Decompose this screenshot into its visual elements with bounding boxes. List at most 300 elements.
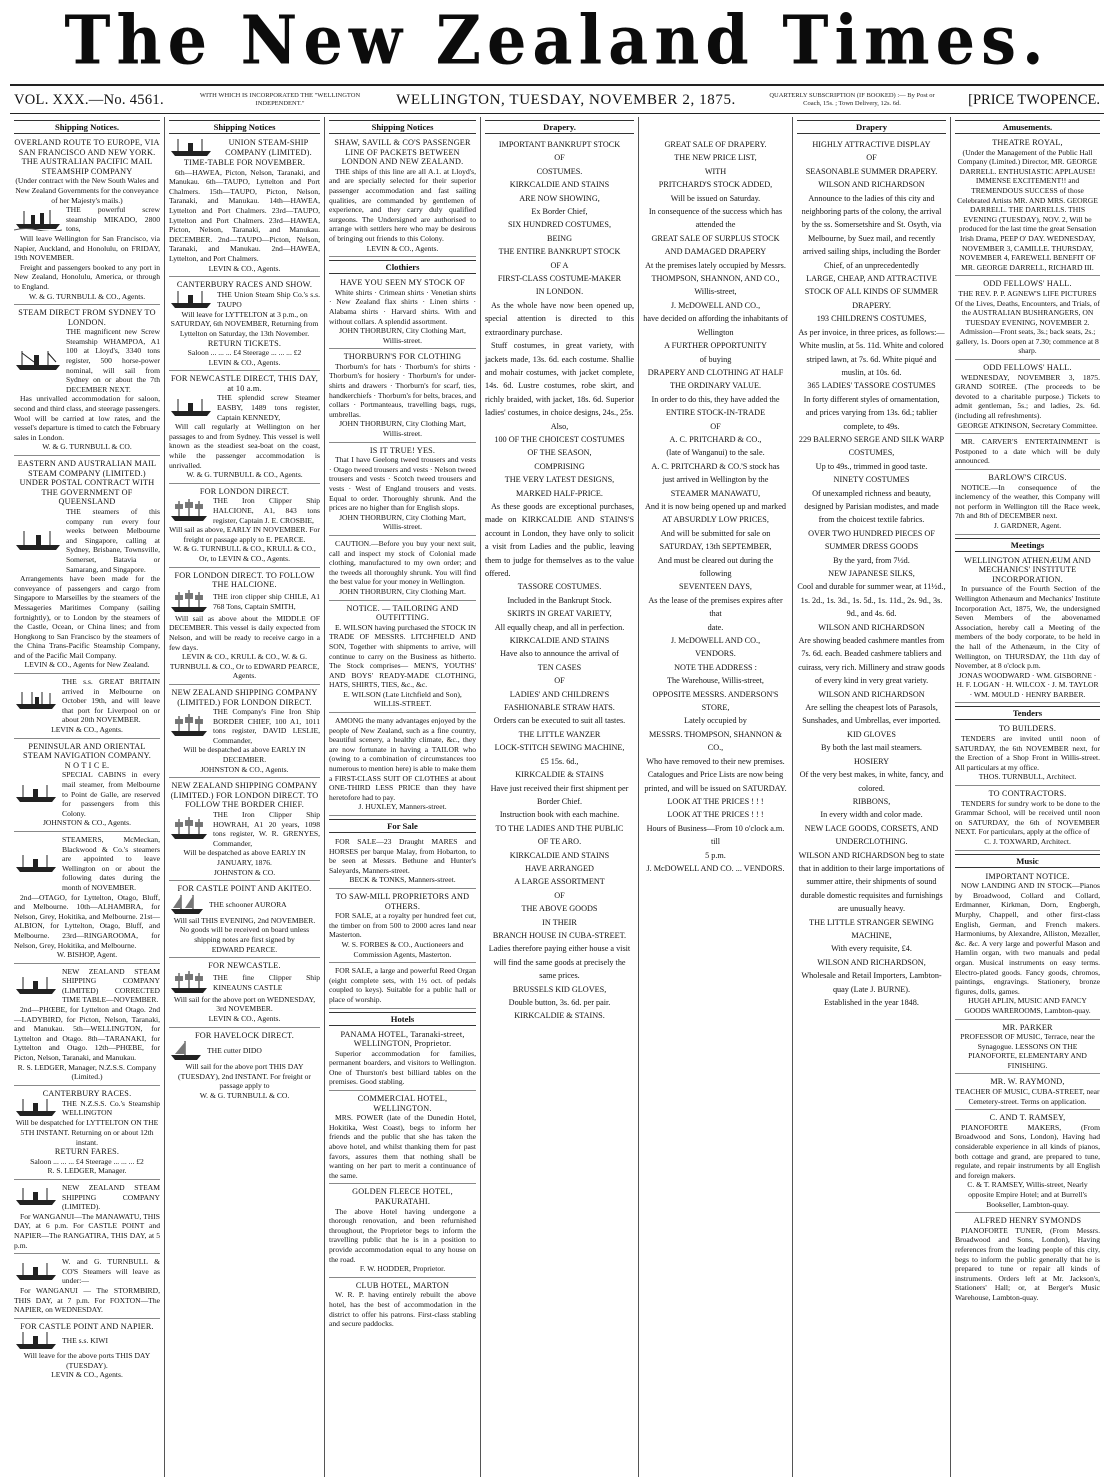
display-line: Orders can be executed to suit all tastes. (493, 716, 626, 726)
display-line: And it is now being opened up and marked (645, 501, 786, 511)
dateline-rule (10, 113, 1104, 114)
advert-body: CAUTION.—Before you buy your next suit, call and inspect my stock of Colonial made clothing, manufactured to my own order; and the tweeds all thoroughly shrunk. You will find the best value for your money in Wellington. (329, 538, 476, 587)
advert-signature: W. & G. TURNBULL & CO., KRULL & CO., Or, to LEVIN & CO., Agents. (173, 544, 316, 563)
display-line: have decided on affording the inhabitants of (643, 314, 788, 324)
advert-signature: W. S. FORBES & CO., Auctioneers and Commission Agents, Masterton. (341, 939, 464, 959)
advert-body: (Under the Management of the Public Hall Company (Limited.) Director, MR. GEORGE DARRELL. ENTHUSIASTIC APPLAUSE! IMMENSE EXCITEMENT!! and TREMENDOUS SUCCESS of those Celebrated Artists MR. AND MRS. GEORGE DARRELL. THE DARRELLS. THIS EVENING (TUESDAY), NOV. 2, Will be produced for the last time the great Sensation Irish Drama, PEEP O' DAY. WEDNESDAY, NOVEMBER 3, CAMILLE. THURSDAY, NOVEMBER 4, FAREWELL BENEFIT OF MR. GEORGE DARRELL, RICHARD III. (957, 147, 1098, 272)
display-line: FASHIONABLE STRAW HATS. (504, 703, 615, 713)
advert-body: Will sail as above about the MIDDLE OF DECEMBER. This vessel is daily expected from Nelson, and will be ready to receive cargo in a few days. (169, 613, 320, 652)
advert-body: For WANGANUI — The STORMBIRD, THIS DAY, at 7 p.m. For FOXTON—The NAPIER, on WEDNESDAY. (14, 1285, 160, 1315)
display-line: A LARGE ASSORTMENT (514, 877, 605, 887)
fares-heading: RETURN TICKETS. (207, 338, 282, 348)
place-date: WELLINGTON, TUESDAY, NOVEMBER 2, 1875. (396, 91, 736, 108)
advert-parker (955, 1023, 1100, 1075)
advert-golden-fleece (329, 1187, 476, 1277)
display-line: Are showing beaded cashmere mantles from 7s. 6d. each. Beaded cashmere tabliers and cuirass, very rich. Millinery and straw goods of every kind in very great variety. (798, 636, 945, 686)
advert-ship: NEW ZEALAND STEAM SHIPPING COMPANY (LIMITED) CORRECTED TIME TABLE—NOVEMBER. (62, 966, 160, 1005)
advert-wilson-richardson (797, 138, 946, 1012)
advert-heading: FOR CASTLE POINT AND NAPIER. (20, 1321, 154, 1331)
display-line: J. McDOWELL AND CO. ... VENDORS. (646, 863, 785, 873)
section-heading: Hotels (329, 1012, 476, 1026)
advert-signature: J. GARDNER, Agent. (993, 520, 1062, 530)
advert-body: 2nd—OTAGO, for Lyttelton, Otago, Bluff, and Melbourne. 10th—ALHAMBRA, for Nelson, Grey, Hokitika, and Melbourne. 21st—ALBION, for Lyttelton, Otago, Bluff, and Melbourne. 23rd—RINGAROOMA, for Nelson, Grey, Hokitika, and Melbourne. (14, 892, 160, 950)
advert-heading: WELLINGTON ATHENÆUM AND MECHANICS' INSTITUTE INCORPORATION. (964, 555, 1091, 584)
advert-body: Stuff costumes, in great variety, with jackets made, 13s. 6d. each costume. Shallie and mohair costumes, with jacket complete, 14s. 6d. Lustre costumes, robe skirt, and richly braided, with jacket, 18s. 6d. Superior ladies' costumes, in choice designs, 24s., 25s. (485, 341, 634, 418)
schooner-icon (169, 894, 205, 916)
display-line: SIX HUNDRED COSTUMES, (507, 220, 612, 230)
display-line: OF THE SEASON, (527, 448, 592, 458)
display-line: printed, and will be issued on SATURDAY. (644, 783, 787, 793)
advert-body: AMONG the many advantages enjoyed by the people of New Zealand, such as a fine country, beautiful scenery, a healthy climate, &c., they are now fortunate in having a TAILOR who (owing to a combination of circumstances too numerous to mention here) is able to make them a FIRST-CLASS SUIT OF CLOTHES at about ONE-THIRD LESS PRICE than they have heretofore had to pay. (329, 716, 476, 802)
display-line: Announce to the ladies of this city and neighboring parts of the colony, the arrival by the ss. Somersetshire and St. Osyth, via Melbourne, by Suez mail, and recently arrived sailing ships, including the Border Chief, of an unprecedentedly (801, 193, 942, 270)
steamship-icon (169, 398, 213, 418)
advert-ship: THE Iron Clipper Ship HOWRAH, A1 20 years, 1098 tons register, W. R. GRENYES, Commander, (213, 810, 320, 848)
display-line: In every width and color made. (820, 810, 923, 820)
advert-signature: E. WILSON (Late Litchfield and Son), WILLIS-STREET. (343, 689, 462, 709)
advert-signature: EDWARD PEARCE. (211, 944, 278, 954)
advert-heading: IS IT TRUE! YES. (369, 445, 436, 455)
display-line: OF TE ARO. (537, 837, 582, 847)
advert-huxley (329, 716, 476, 816)
advert-organ (329, 966, 476, 1008)
display-line: J. McDOWELL AND CO., (670, 636, 761, 646)
advert-body: FOR SALE—23 Draught MARES and HORSES per barque Malay, from Hobarton, to be seen at Messrs. Bethune and Hunter's Saleyards, Manners-street. (329, 837, 476, 875)
advert-signature: LEVIN & CO., Agents. (51, 725, 123, 735)
advert-signature: LEVIN & CO., Agents. (366, 243, 439, 253)
advert-body: PIANOFORTE MAKERS, (From Broadwood and Sons, London), Having had considerable experience in all kinds of pianos, both cottage and grand, are prepared to tune, regulate, and repair instruments by all English and foreign makers. (955, 1122, 1100, 1180)
display-line: THE LITTLE STRANGER SEWING MACHINE, (809, 917, 934, 940)
advert-signature: JOHNSTON & CO., Agents. (42, 818, 132, 828)
advert-heading: GOLDEN FLEECE HOTEL, PAKURATAHI. (352, 1187, 453, 1206)
steamship-icon (14, 784, 58, 804)
steamship-icon (14, 691, 58, 711)
advert-saw-mill (329, 892, 476, 963)
advert-body: Arrangements have been made for the conveyance of passengers and cargo from Singapore to Marseilles by the steamers of the Messageries Maritimes Company (sailing fortnightly), or to London by the steamers of the Castle, Ocean, or China lines; and from Hongkong to San Francisco by the steamers of the China Trans-Pacific Steamship Company, and of the Pacific Mail Company. (14, 574, 160, 660)
advert-signature: W. BISHOP, Agent. (56, 950, 118, 960)
advert-body: As these goods are exceptional purchases, made on KIRKCALDIE AND STAINS'S account in London, they have only to solicit a visit from Ladies and the public, leaving them to judge for themselves as to the value offered. (485, 501, 634, 578)
advert-body: FOR SALE, at a royalty per hundred feet cut, the timber on from 500 to 2000 acres land near Masterton. (329, 911, 476, 940)
advert-body: THE ships of this line are all A.1. at Lloyd's, and are specially selected for their superior passenger accommodation and fast sailing qualities, are commanded by gentlemen of experience, and they carry duly qualified surgeons. The Undersigned are authorised to arrange with settlers here who may be desirous of bringing out friends to this Colony. (329, 166, 476, 243)
display-line: Established in the year 1848. (824, 998, 919, 1007)
section-heading: For Sale (329, 819, 476, 833)
advert-body: NOW LANDING AND IN STOCK—Pianos by Broadwood, Collard and Collard, Erdmanner, Kirkman, Dorn, Engbergh, Murphy, Chappell, and other first-class English, German, and French makers. Harmoniums, by Alexandre, Alliston, Mezaller, &c. &c. A very large and powerful Mason and Hamlin organ, with two manuals and pedal organ. Musical instruments on easy terms. Electro-plated goods. Fancy goods, chromos, paintings, engravings. Stationery, bronze figures, dolls, games. (955, 881, 1100, 996)
display-line: J. McDOWELL AND CO., (670, 300, 761, 310)
advert-to-builders (955, 724, 1100, 786)
advert-kineauns-castle (169, 961, 320, 1027)
display-line: SEVENTEEN DAYS, (679, 582, 752, 592)
advert-body: Will leave for LYTTELTON at 3 p.m., on SATURDAY, 6th NOVEMBER, Returning from Lyttelton on Saturday, the 13th November. (170, 309, 319, 338)
display-line: By both the last mail steamers. (821, 743, 922, 753)
display-line: With every requisite, £4. (831, 944, 912, 954)
steamship-icon (14, 976, 58, 996)
display-line: KID GLOVES (847, 729, 896, 739)
advert-body: Will be despatched as above EARLY IN DECEMBER. (183, 745, 306, 765)
advert-club-hotel (329, 1281, 476, 1332)
display-line: The Warehouse, Willis-street, (667, 676, 764, 686)
advert-ship: THE N.Z.S.S. Co.'s Steamship WELLINGTON (62, 1098, 160, 1118)
section-heading: Amusements. (955, 120, 1100, 134)
display-line: WILSON AND RICHARDSON (818, 180, 925, 190)
display-line: Of the very best makes, in white, fancy, and colored. (799, 770, 944, 793)
advert-body: TENDERS for sundry work to be done to the Grammar School, will be received until noon on SATURDAY, the 6th of NOVEMBER NEXT. For particulars, apply at the office of (955, 798, 1100, 837)
section-heading: Shipping Notices (329, 120, 476, 134)
advert-signature: W. & G. TURNBULL & CO., Agents. (186, 470, 303, 480)
advert-signature: LEVIN & CO., Agents. (51, 1370, 123, 1380)
advert-ship: THE fine Clipper Ship KINEAUNS CASTLE (213, 973, 320, 992)
cutter-icon (169, 1040, 203, 1062)
display-line: LADIES' AND CHILDREN'S (509, 689, 610, 699)
steamship-icon (14, 1187, 58, 1207)
display-line: GREAT SALE OF SURPLUS STOCK (651, 233, 780, 243)
advert-aplin (955, 872, 1100, 1020)
advert-heading: MR. PARKER (1002, 1022, 1053, 1032)
advert-body: Freight and passengers booked to any port in New Zealand, Honolulu, America, or through to England. (14, 262, 160, 291)
display-line: WITH (704, 166, 727, 176)
display-line: OF A (550, 260, 569, 270)
display-line: 193 CHILDREN'S COSTUMES, (816, 314, 927, 324)
display-line: 365 LADIES' TASSORE COSTUMES (807, 381, 936, 391)
advert-chile (169, 571, 320, 685)
advert-ship: THE Union Steam Ship Co.'s s.s. TAUPO (217, 290, 320, 309)
advert-heading: FOR CASTLE POINT AND AKITEO. (177, 884, 312, 894)
advert-signature: GEORGE ATKINSON, Secretary Committee. (957, 420, 1098, 430)
display-line: 229 BALERNO SERGE AND SILK WARP COSTUMES, (798, 434, 945, 458)
advert-body: TEACHER OF MUSIC, CUBA-STREET, near Cemetery-street. Terms on application. (955, 1087, 1100, 1106)
advert-signature: J. HUXLEY, Manners-street. (358, 802, 447, 812)
display-line: HIGHLY ATTRACTIVE DISPLAY (812, 140, 931, 149)
advert-heading: STEAM DIRECT FROM SYDNEY TO LONDON. (18, 308, 156, 327)
advert-ship: THE cutter DIDO (207, 1046, 262, 1056)
advert-heading: CANTERBURY RACES. (42, 1088, 132, 1098)
advert-heading: C. AND T. RAMSEY, (989, 1113, 1066, 1123)
advert-body: 2nd—PHŒBE, for Lyttelton and Otago. 2nd—LADYBIRD, for Picton, Nelson, Taranaki, and Manukau. 5th—WELLINGTON, for Lyttelton and Otago. 8th—TARANAKI, for Lyttelton and Otago. 12th—PHŒBE, for Picton, Nelson, Taranaki, and Manukau. (14, 1005, 160, 1063)
advert-to-contractors (955, 789, 1100, 851)
display-line: In consequence of the success which has (648, 207, 783, 217)
display-line: COSTUMES. (536, 166, 583, 176)
display-line: 100 OF THE CHOICEST COSTUMES (494, 434, 625, 444)
advert-body: PROFESSOR OF MUSIC, Terrace, near the Synagogue. LESSONS ON THE PIANOFORTE, ELEMENTARY AND FINISHING. (960, 1032, 1095, 1070)
column-7 (950, 117, 1104, 1477)
display-line: Hours of Business—From 10 o'clock a.m. till (646, 823, 785, 847)
advert-howrah (169, 781, 320, 881)
display-line: STEAMER MANAWATU, (670, 488, 761, 498)
advert-body: The above Hotel having undergone a thorough renovation, and been refurnished throughout, the Proprietor begs to inform the travelling public that he is in a position to provide accommodation equal to any house on the road. (329, 1206, 476, 1264)
advert-heading: HAVE YOU SEEN MY STOCK OF (340, 278, 465, 288)
display-line: THE ORDINARY VALUE. (669, 381, 762, 391)
display-line: LARGE, CHEAP, AND ATTRACTIVE STOCK OF ALL KINDS OF SUMMER DRAPERY. (804, 274, 939, 310)
advert-body: As the whole have now been opened up, special attention is directed to this extraordinary purchase. (485, 300, 634, 337)
advert-p-and-o (14, 742, 160, 832)
incorporated-note: WITH WHICH IS INCORPORATED THE "WELLINGTON INDEPENDENT." (199, 92, 361, 107)
advert-signature: W. & G. TURNBULL & CO., Agents. (28, 291, 146, 301)
advert-whampoa (14, 308, 160, 456)
display-line: IN THEIR (542, 917, 577, 927)
advert-easby (169, 374, 320, 484)
advert-body: 6th—HAWEA, Picton, Nelson, Taranaki, and Manukau. 6th—TAUPO, Lyttelton and Port Chalmers. 15th—TAUPO, Picton, Nelson, Taranaki, and Manukau. 14th—HAWEA, Lyttelton and Port Chalmers. 23rd—TAUPO, Lyttelton and Port Chalmers. 23rd—HAWEA, Picton, Nelson, Taranaki, and Manukau. DECEMBER. 2nd—TAUPO—Picton, Nelson, Taranaki, and Manukau. 2nd—HAWEA, Lyttelton, and Port Chalmers. (169, 167, 320, 263)
display-line: In order to do this, they have added the (651, 394, 780, 404)
display-line: IN LONDON. (535, 287, 584, 297)
fares: Saloon ... ... ... £4 Steerage ... ... ... £2 (30, 1156, 144, 1166)
advert-heading: COMMERCIAL HOTEL, WELLINGTON. (357, 1094, 448, 1113)
advert-signature: LEVIN & CO., Agents. (208, 263, 281, 273)
advert-ship: THE s.s. GREAT BRITAIN arrived in Melbourne on October 19th, and will leave that port for Liverpool on or about 20th NOVEMBER. (62, 677, 160, 725)
advert-body: Will call regularly at Wellington on her passages to and from Sydney. This vessel is well known as the steadiest sea-boat on the coast, while the passenger accommodation is unrivalled. (169, 422, 320, 470)
display-line: WILSON AND RICHARDSON beg to state that in addition to their large importations of summer attire, their shipments of sound durable domestic requisites and furnishings are unusually heavy. (798, 850, 945, 914)
advert-mcmeckan (14, 835, 160, 964)
advert-signature: JOHN THORBURN, City Clothing Mart. (339, 586, 466, 596)
advert-heading: NOTICE. — TAILORING AND OUTFITTING. (346, 603, 459, 623)
column-4 (480, 117, 638, 1477)
display-line: Also, (550, 421, 569, 431)
display-line: Wholesale and Retail Importers, Lambton-quay (Late J. BURNE). (801, 971, 942, 994)
display-line: RIBBONS, (852, 796, 891, 806)
advert-nzss-wanganui (14, 1183, 160, 1254)
advert-body: NOTICE.—In consequence of the inclemency of the weather, this Company will not perform in Wellington till the Race week, 7th and 8th of DECEMBER next. (955, 482, 1100, 521)
advert-signature: JONAS WOODWARD · WM. GISBORNE · H. F. LOGAN · H. WILCOX · J. M. TAYLOR · WM. MOULD · HENRY BARBER. (956, 670, 1099, 699)
column-3 (324, 117, 480, 1477)
display-line: SKIRTS IN GREAT VARIETY, (507, 609, 612, 619)
advert-body: FOR SALE, a large and powerful Reed Organ (eight complete sets, with 1½ oct. of pedals coupled to keys). Suitable for a public hall or place of worship. (329, 966, 476, 1004)
display-line: ENTIRE STOCK-IN-TRADE (665, 408, 766, 418)
advert-body: MRS. POWER (late of the Dunedin Hotel, Hokitika, West Coast), begs to inform her friends and the public that she has taken the above hotel, and whilst thanking them for past favors, assures them that nothing shall be wanting on her part to merit a continuance of the same. (329, 1113, 476, 1180)
display-line: A FURTHER OPPORTUNITY (664, 341, 767, 351)
display-line: COMPRISING (534, 461, 585, 471)
display-line: TEN CASES (537, 662, 582, 672)
display-line: £5 15s. 6d., (540, 756, 579, 766)
advert-body: Will leave Wellington for San Francisco, via Napier, Auckland, and Honolulu, on FRIDAY, 19th NOVEMBER. (14, 233, 160, 263)
advert-ship: STEAMERS, McMeckan, Blackwood & Co.'s steamers are appointed to leave Wellington on or about the following dates during the month of NOVEMBER. (62, 834, 160, 892)
advert-body: That I have Geelong tweed trousers and vests · Otago tweed trousers and vests · Nelson tweed trousers and vests · Scotch tweed trousers and vests · West of England trousers and vests. Equal to order. Thoroughly shrunk. And the prices are no higher than for English slops. (329, 455, 476, 513)
advert-signature: R. S. LEDGER, Manager, N.Z.S.S. Company (Limited.) (17, 1062, 157, 1082)
display-line: NINETY COSTUMES (833, 475, 910, 485)
advert-heading: ODD FELLOWS' HALL. (983, 363, 1072, 373)
advert-commercial-hotel (329, 1094, 476, 1184)
advert-signature: BECK & TONKS, Manners-street. (349, 875, 456, 885)
advert-symonds (955, 1216, 1100, 1305)
advert-body: Has unrivalled accommodation for saloon, second and third class, and steerage passengers. Wool will be carried at low rates, and the vessel's departure is timed to catch the February sales in London. (14, 394, 160, 442)
advert-union-timetable (169, 138, 320, 277)
display-line: As per invoice, in three prices, as follows:— (798, 327, 945, 337)
advert-signature: C. & T. RAMSEY, Willis-street, Nearly opposite Empire Hotel; and at Burrell's Bookseller, Lambton-quay. (967, 1180, 1088, 1209)
display-line: THE VERY LATEST DESIGNS, (504, 475, 615, 485)
display-line: 5 p.m. (705, 850, 726, 860)
advert-signature: W. & G. TURNBULL & CO. (199, 1090, 290, 1100)
advert-body: Will be despatched as above EARLY IN JANUARY, 1876. (183, 848, 306, 867)
display-line: HAVE ARRANGED (525, 863, 594, 873)
fares: Saloon ... ... ... £4 Steerage ... ... ... £2 (187, 348, 302, 358)
advert-ship: THE powerful screw steamship MIKADO, 2800 tons, (66, 205, 160, 234)
display-line: THE ABOVE GOODS (521, 904, 598, 914)
advert-raymond (955, 1077, 1100, 1110)
advert-ship: THE Iron Clipper Ship HALCIONE, A1, 843 tons register, Captain J. E. CROSBIE, (213, 496, 320, 525)
display-line: WILSON AND RICHARDSON (818, 622, 925, 632)
advert-barlows-circus (955, 473, 1100, 535)
advert-halcione (169, 487, 320, 568)
advert-great-britain (14, 677, 160, 739)
display-line: Will be issued on Saturday. (670, 193, 761, 203)
display-line: A. C. PRITCHARD & CO.'S stock has (651, 461, 780, 471)
display-line: NOTE THE ADDRESS : (674, 662, 757, 672)
advert-body: Will sail for the above port on WEDNESDAY, 3rd NOVEMBER. (173, 994, 316, 1014)
advert-wilson-tailoring (329, 604, 476, 714)
advert-body: Superior accommodation for families, permanent boarders, and visitors to Wellington. One of Thurston's best billiard tables on the premises. Good stabling. (329, 1048, 476, 1087)
advert-mikado (14, 138, 160, 305)
advert-ship: THE splendid screw Steamer EASBY, 1489 tons register, Captain KENNEDY, (217, 393, 320, 422)
advert-body: For WANGANUI—The MANAWATU, THIS DAY, at 6 p.m. For CASTLE POINT and NAPIER—The RANGATIRA, THIS DAY, at 5 p.m. (14, 1211, 160, 1250)
advert-ship: THE iron clipper ship CHILE, A1 768 Tons, Captain SMITH, (213, 592, 320, 611)
display-line: BRANCH HOUSE IN CUBA-STREET. (492, 930, 627, 940)
steamship-icon (14, 854, 58, 874)
display-line: IMPORTANT BANKRUPT STOCK (498, 140, 621, 149)
advert-signature: LEVIN & CO., Agents for New Zealand. (24, 660, 150, 670)
advert-signature: W. & G. TURNBULL & CO. (42, 442, 132, 452)
advert-kirkcaldie-stains (485, 138, 634, 1026)
column-6 (792, 117, 950, 1477)
section-heading: Shipping Notices. (14, 120, 160, 134)
display-line: Up to 49s., trimmed in good taste. (815, 461, 928, 471)
display-line: And must be cleared out during the following (657, 555, 774, 578)
display-line: TASSORE COSTUMES. (517, 582, 602, 592)
display-line: OF (554, 676, 565, 686)
subscription-note: QUARTERLY SUBSCRIPTION (IF BOOKED) :— By Post or Coach, 15s. ; Town Delivery, 12s. 6d. (769, 92, 935, 107)
display-line: WILSON AND RICHARDSON (818, 689, 925, 699)
display-line: OF (554, 890, 565, 900)
sailing-ship-icon (169, 499, 209, 523)
advert-heading: NEW ZEALAND SHIPPING COMPANY (LIMITED.) FOR LONDON DIRECT. TO FOLLOW THE BORDER CHIEF. (170, 781, 319, 810)
advert-body: Will sail for the above port THIS DAY (TUESDAY), 2nd INSTANT. For freight or passage apply to (178, 1062, 311, 1091)
advert-signature: JOHNSTON & CO. (213, 867, 276, 877)
display-line: STORE, (701, 703, 730, 713)
price: [PRICE TWOPENCE. (968, 91, 1100, 108)
column-1 (10, 117, 164, 1477)
display-line: NEW JAPANESE SILKS, (828, 569, 915, 578)
display-line: White muslin, at 5s. 11d. White and colored striped lawn, at 7s. 6d. White piqué and muslin, at 10s. 6d. (799, 341, 944, 377)
section-heading: Music (955, 854, 1100, 868)
section-heading: Tenders (955, 706, 1100, 720)
advert-mcdowell (643, 138, 788, 878)
advert-eastern-australian (14, 459, 160, 674)
advert-ship: THE s.s. KIWI (62, 1336, 108, 1346)
advert-ship: THE steamers of this company run every four weeks between Melbourne and Singapore, calling at Sydney, Brisbane, Townsville, Somerset, Batavia or Samarang, and Singapore. (66, 506, 160, 574)
advert-heading: TO SAW-MILL PROPRIETORS AND OTHERS. (335, 891, 470, 911)
display-line: SATURDAY, 13th SEPTEMBER, (659, 542, 772, 552)
display-line: As the lease of the premises expires after that (648, 595, 783, 619)
display-line: AT ABSURDLY LOW PRICES, (662, 515, 769, 525)
advert-thorburn-clothing (329, 352, 476, 442)
advert-ship: SPECIAL CABINS in every mail steamer, from Melbourne to Point de Galle, are reserved for passengers from this Colony. (62, 770, 160, 818)
advert-theatre-royal (955, 138, 1100, 276)
display-line: OF (554, 153, 565, 163)
advert-oddfellows-agnew (955, 279, 1100, 360)
advert-ship: THE schooner AURORA (209, 899, 287, 909)
fares-heading: RETURN FARES. (54, 1147, 120, 1157)
advert-ship: W. and G. TURNBULL & CO'S Steamers will leave as under:— (62, 1257, 160, 1286)
display-line: Catalogues and Price Lists are now being (647, 770, 784, 780)
advert-ship: THE Company's Fine Iron Ship BORDER CHIEF, 100 A1, 1011 tons register, DAVID LESLIE, Commander, (213, 707, 320, 745)
advert-horses (329, 837, 476, 889)
advert-ship: THE magnificent new Screw Steamship WHAMPOA, A1 100 at Lloyd's, 3340 tons register, 500 horse-power nominal, will sail from Sydney on or about the 7th DECEMBER NEXT. (66, 327, 160, 394)
advert-body: In pursuance of the Fourth Section of the Wellington Athenæum and Mechanics' Institute Incorporation Act, 1875, We, the undersigned Seven Members of the abovenamed Association, hereby call a Meeting of the members of the body corporate, to be held in the hall of the Athenæum, in the City of Wellington, on THURSDAY, the 11th day of November, at 8 o'clock p.m. (955, 584, 1100, 671)
advert-subheading: N O T I C E. (64, 760, 110, 770)
display-line: Have also to announce the arrival of (500, 649, 619, 659)
newspaper-title: The New Zealand Times. (64, 1, 1050, 80)
display-line: BEING (546, 233, 572, 243)
display-line: date. (707, 622, 724, 632)
steamship-icon (14, 1331, 58, 1351)
display-line: just arrived in Wellington by the (662, 475, 769, 485)
advert-signature: R. S. LEDGER, Manager. (47, 1166, 127, 1176)
display-line: A. C. PRITCHARD & CO., (669, 434, 762, 444)
display-line: And will be submitted for sale on (660, 528, 771, 538)
display-line: HOSIERY (853, 756, 890, 766)
steamship-icon (169, 138, 213, 158)
advert-signature: F. W. HODDER, Proprietor. (359, 1264, 446, 1274)
advert-thorburn-trousers (329, 446, 476, 536)
advert-heading: ODD FELLOWS' HALL. (983, 279, 1072, 289)
advert-signature: LEVIN & CO., Agents. (208, 1013, 281, 1023)
display-line: NEW LACE GOODS, CORSETS, AND UNDERCLOTHING. (804, 823, 939, 847)
advert-aurora (169, 884, 320, 958)
advert-body: Will sail THIS EVENING, 2nd NOVEMBER. No goods will be received on board unless shipping notes are first signed by (173, 915, 316, 944)
masthead-rule (10, 84, 1104, 86)
sailing-ship-icon (169, 590, 209, 614)
display-line: Who have removed to their new premises. (646, 756, 785, 766)
advert-heading: THORBURN'S FOR CLOTHING (343, 352, 462, 362)
advert-signature: C. J. TOXWARD, Architect. (984, 837, 1071, 846)
advert-heading: PENINSULAR AND ORIENTAL STEAM NAVIGATION COMPANY. (23, 741, 151, 761)
advert-subheading: UNDER POSTAL CONTRACT WITH THE GOVERNMENT OF QUEENSLAND (19, 478, 155, 507)
display-line: Are selling the cheapest lots of Parasols, Sunshades, and Umbrellas, ever imported. (802, 703, 941, 726)
display-line: Included in the Bankrupt Stock. (507, 595, 612, 605)
advert-signature: JOHN THORBURN, City Clothing Mart, Willis-street. (339, 419, 466, 439)
advert-heading: CLUB HOTEL, MARTON (355, 1280, 450, 1290)
sailing-ship-icon (169, 714, 209, 738)
advert-heading: ALFRED HENRY SYMONDS (973, 1216, 1082, 1226)
display-line: OPPOSITE MESSRS. ANDERSON'S (652, 689, 779, 699)
display-line: BRUSSELS KID GLOVES, (512, 984, 607, 994)
advert-body: WEDNESDAY, NOVEMBER 3, 1875. GRAND SOIREE. (The proceeds to be devoted to a charitable purpose.) Tickets to admit gentleman, 5s.; and ladies, 2s. 6d. (including all refreshments). (955, 372, 1100, 421)
advert-body: Will leave for the above ports THIS DAY (TUESDAY). (23, 1351, 151, 1370)
display-line: KIRKCALDIE & STAINS. (514, 1011, 605, 1021)
display-line: MARKED HALF-PRICE. (516, 488, 603, 498)
advert-taupo (169, 280, 320, 371)
advert-heading: FOR LONDON DIRECT. TO FOLLOW THE HALCIONE. (174, 570, 315, 590)
advert-thorburn-shirts (329, 278, 476, 349)
display-line: MESSRS. THOMPSON, SHANNON & CO., (649, 729, 782, 753)
advert-carver (955, 437, 1100, 470)
advert-heading: BARLOW'S CIRCUS. (988, 473, 1067, 482)
display-line: KIRKCALDIE AND STAINS (509, 180, 610, 190)
advert-nzss-timetable (14, 967, 160, 1086)
advert-heading: TO BUILDERS. (998, 724, 1057, 734)
advert-ship: UNION STEAM-SHIP COMPANY (LIMITED). (225, 138, 312, 157)
advert-panama-hotel (329, 1030, 476, 1092)
advert-ramsey (955, 1113, 1100, 1213)
advert-signature: HUGH APLIN, MUSIC AND FANCY GOODS WAREROOMS, Lambton-quay. (964, 996, 1091, 1015)
advert-heading: FOR NEWCASTLE DIRECT, THIS DAY, at 10 a.m. (171, 374, 318, 393)
display-line: SEASONABLE SUMMER DRAPERY. (805, 166, 938, 176)
display-line: Have just received their first shipment per Border Chief. (490, 783, 629, 806)
display-line: Cool and durable for summer wear, at 11½d., 1s. 2d., 1s. 3d., 1s. 5d., 1s. 11d., 2s. 9d., 3s. 9d., and 4s. 6d. (797, 582, 946, 619)
display-line: attended the (695, 220, 736, 230)
display-line: ARE NOW SHOWING, (519, 193, 600, 203)
display-line: WILSON AND RICHARDSON, (817, 957, 926, 967)
advert-signature: JOHN THORBURN, City Clothing Mart, Willis-street. (339, 512, 466, 532)
volume-number: VOL. XXX.—No. 4561. (14, 91, 164, 108)
steamship-icon (14, 1262, 58, 1282)
dateline (14, 89, 1100, 111)
advert-heading: THEATRE ROYAL, (992, 138, 1063, 147)
